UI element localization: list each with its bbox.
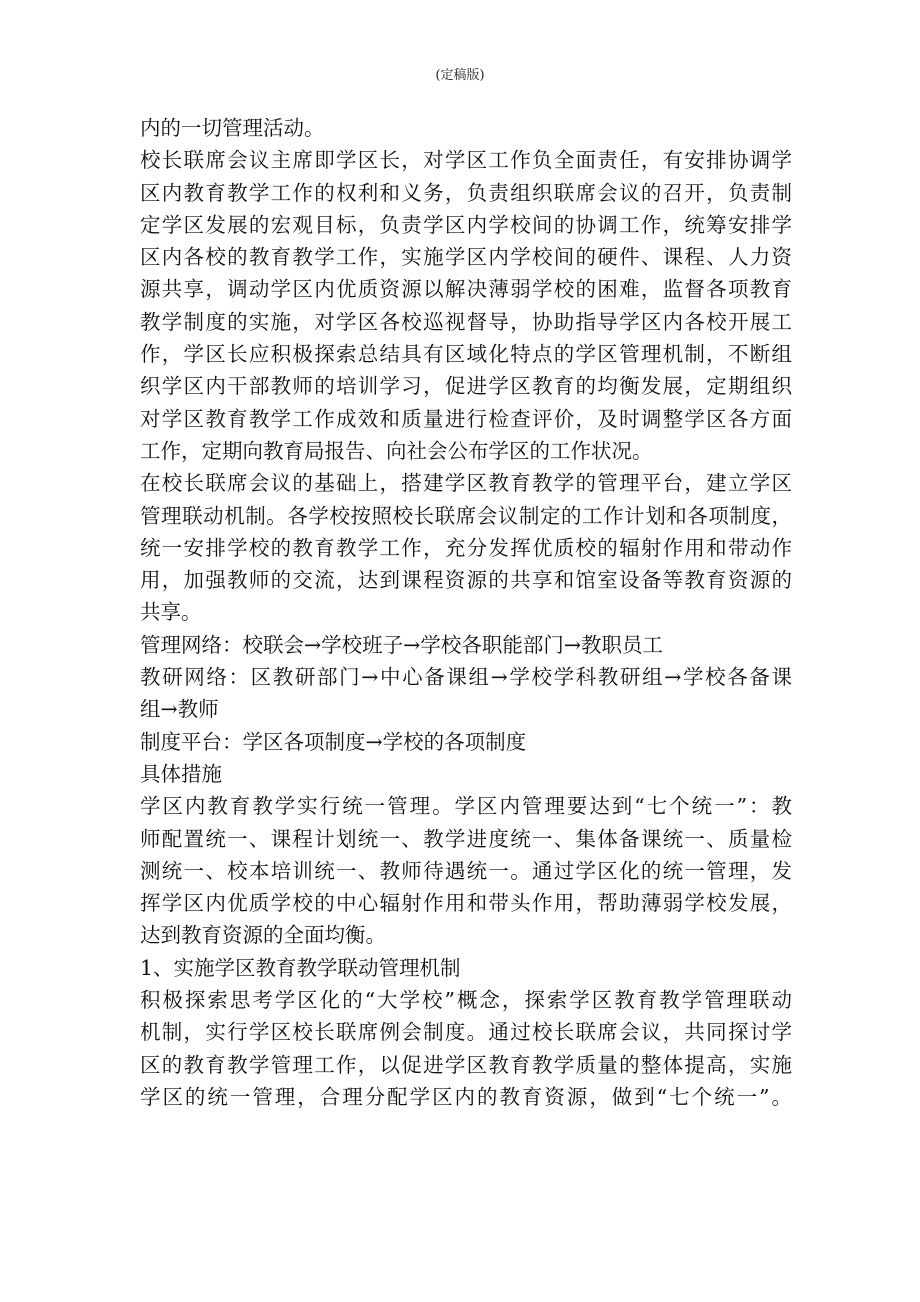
text-line: 内的一切管理活动。 [140, 116, 325, 140]
text-line: 机制，实行学区校长联席例会制度。通过校长联席会议，共同探讨学 [140, 1020, 792, 1045]
text-line: 用，加强教师的交流，达到课程资源的共享和馆室设备等教育资源的 [140, 568, 792, 593]
text-line: 定学区发展的宏观目标，负责学区内学校间的协调工作，统筹安排学 [140, 212, 792, 237]
text-line: 共享。 [140, 600, 202, 625]
text-line: 具体措施 [140, 761, 222, 786]
text-line: 学区的统一管理，合理分配学区内的教育资源，做到“七个统一”。 [140, 1084, 792, 1109]
text-line: 组→教师 [140, 697, 219, 722]
text-line: 1、实施学区教育教学联动管理机制 [140, 955, 461, 980]
text-line: 教研网络：区教研部门→中心备课组→学校学科教研组→学校各备课 [140, 665, 792, 690]
text-line: 学区内教育教学实行统一管理。学区内管理要达到“七个统一”：教 [140, 794, 792, 819]
text-line: 源共享，调动学区内优质资源以解决薄弱学校的困难，监督各项教育 [140, 277, 792, 302]
text-line: 测统一、校本培训统一、教师待遇统一。通过学区化的统一管理，发 [140, 858, 792, 883]
text-line: 制度平台：学区各项制度→学校的各项制度 [140, 729, 527, 754]
text-line: 达到教育资源的全面均衡。 [140, 923, 386, 948]
text-line: 校长联席会议主席即学区长，对学区工作负全面责任，有安排协调学 [140, 148, 792, 173]
text-line: 教学制度的实施，对学区各校巡视督导，协助指导学区内各校开展工 [140, 309, 792, 334]
text-line: 工作，定期向教育局报告、向社会公布学区的工作状况。 [140, 438, 653, 463]
document-body [140, 112, 792, 1113]
text-line: 区的教育教学管理工作，以促进学区教育教学质量的整体提高，实施 [140, 1052, 792, 1077]
text-line: 师配置统一、课程计划统一、教学进度统一、集体备课统一、质量检 [140, 826, 792, 851]
text-line: 管理网络：校联会→学校班子→学校各职能部门→教职员工 [140, 632, 664, 657]
text-line: 织学区内干部教师的培训学习，促进学区教育的均衡发展，定期组织 [140, 374, 792, 399]
text-line: 区内各校的教育教学工作，实施学区内学校间的硬件、课程、人力资 [140, 245, 792, 270]
text-line: 对学区教育教学工作成效和质量进行检查评价，及时调整学区各方面 [140, 406, 792, 431]
text-line: 管理联动机制。各学校按照校长联席会议制定的工作计划和各项制度， [140, 503, 792, 528]
text-line: 积极探索思考学区化的“大学校”概念，探索学区教育教学管理联动 [140, 988, 792, 1013]
text-line: 统一安排学校的教育教学工作，充分发挥优质校的辐射作用和带动作 [140, 535, 792, 560]
page-header-label: (定稿版) [435, 68, 485, 83]
text-line: 挥学区内优质学校的中心辐射作用和带头作用，帮助薄弱学校发展， [140, 891, 792, 916]
text-line: 在校长联席会议的基础上，搭建学区教育教学的管理平台，建立学区 [140, 471, 792, 496]
text-line: 作，学区长应积极探索总结具有区域化特点的学区管理机制，不断组 [140, 342, 792, 367]
text-line: 区内教育教学工作的权利和义务，负责组织联席会议的召开，负责制 [140, 180, 792, 205]
